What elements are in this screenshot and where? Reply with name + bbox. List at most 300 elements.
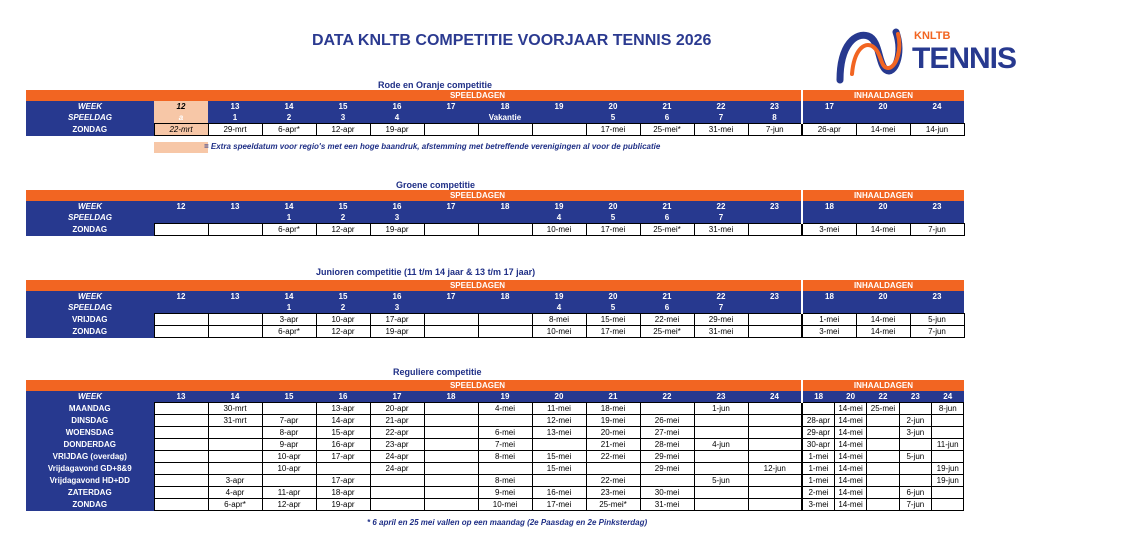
inhaal-date-cell: 14-mei <box>834 475 866 487</box>
speeldag-inhaal-cell <box>802 212 856 224</box>
week-cell: 15 <box>316 291 370 302</box>
table-row <box>26 124 964 136</box>
week-cell: 17 <box>424 201 478 212</box>
date-cell <box>208 439 262 451</box>
date-cell: 3-apr <box>208 475 262 487</box>
date-cell: 11-mei <box>532 403 586 415</box>
speeldag-cell <box>208 212 262 224</box>
inhaal-date-cell: 14-mei <box>856 326 910 338</box>
date-cell: 26-mei <box>640 415 694 427</box>
day-label: ZATERDAG <box>26 487 154 499</box>
logo-small-text: KNLTB <box>914 30 951 42</box>
table-row <box>26 475 964 487</box>
date-cell: 21-apr <box>370 415 424 427</box>
inhaal-date-cell: 1-mei <box>802 463 834 475</box>
date-cell <box>748 326 802 338</box>
date-cell: 10-mei <box>532 224 586 236</box>
inhaal-week-cell: 20 <box>856 101 910 112</box>
date-cell <box>424 314 478 326</box>
header-blank <box>26 190 154 201</box>
inhaal-date-cell <box>867 487 899 499</box>
date-cell: 15-apr <box>316 427 370 439</box>
date-cell: 12-apr <box>316 224 370 236</box>
date-cell: 13-apr <box>316 403 370 415</box>
schedule-table-reguliere <box>26 380 964 511</box>
date-cell: 12-apr <box>262 499 316 511</box>
week-cell: 16 <box>370 201 424 212</box>
date-cell <box>154 224 208 236</box>
speeldag-cell: 4 <box>370 112 424 124</box>
date-cell <box>748 475 802 487</box>
speeldag-inhaal-cell <box>802 112 856 124</box>
day-label: ZONDAG <box>26 124 154 136</box>
week-cell: 19 <box>532 101 586 112</box>
date-cell: 9-mei <box>478 487 532 499</box>
date-cell <box>154 463 208 475</box>
week-cell: 17 <box>424 101 478 112</box>
speeldag-label: SPEELDAG <box>26 302 154 314</box>
extra-date-note: = Extra speeldatum voor regio's met een hoge baandruk, afstemming met betreffende verenigingen al voor de publicatie <box>204 142 661 151</box>
date-cell: 17-apr <box>370 314 424 326</box>
knltb-tennis-logo <box>834 24 1024 84</box>
date-cell <box>748 403 802 415</box>
inhaaldagen-header: INHAALDAGEN <box>802 190 964 201</box>
date-cell: 15-mei <box>586 314 640 326</box>
speeldagen-header: SPEELDAGEN <box>154 280 802 291</box>
date-cell <box>532 439 586 451</box>
date-cell <box>154 314 208 326</box>
section-title-reguliere: Reguliere competitie <box>393 367 482 377</box>
date-cell: 22-mei <box>640 314 694 326</box>
inhaal-date-cell: 14-mei <box>834 499 866 511</box>
section-title-junioren: Junioren competitie (11 t/m 14 jaar & 13 t/m 17 jaar) <box>316 267 536 277</box>
inhaal-date-cell: 14-mei <box>834 463 866 475</box>
speeldag-inhaal-cell <box>856 302 910 314</box>
speeldag-inhaal-cell <box>802 302 856 314</box>
inhaaldagen-header: INHAALDAGEN <box>802 380 964 391</box>
speeldag-cell: 2 <box>316 302 370 314</box>
date-cell <box>694 487 748 499</box>
date-cell <box>424 124 478 136</box>
date-cell <box>748 224 802 236</box>
speeldag-cell: 2 <box>262 112 316 124</box>
date-cell: 4-jun <box>694 439 748 451</box>
date-cell <box>694 499 748 511</box>
table-row <box>26 463 964 475</box>
inhaal-date-cell <box>932 487 964 499</box>
section-title-rode-oranje: Rode en Oranje competitie <box>378 80 493 90</box>
day-label: VRIJDAG (overdag) <box>26 451 154 463</box>
inhaal-date-cell: 30-apr <box>802 439 834 451</box>
date-cell: 5-jun <box>694 475 748 487</box>
week-cell: 23 <box>694 391 748 403</box>
week-label: WEEK <box>26 391 154 403</box>
extra-date-swatch <box>154 142 208 153</box>
inhaal-week-cell: 20 <box>856 291 910 302</box>
date-cell <box>154 403 208 415</box>
date-cell: 17-mei <box>586 124 640 136</box>
inhaal-week-cell: 23 <box>899 391 931 403</box>
week-cell: 22 <box>694 201 748 212</box>
date-cell <box>370 475 424 487</box>
inhaal-date-cell: 5-jun <box>899 451 931 463</box>
inhaal-week-cell: 24 <box>932 391 964 403</box>
schedule-table-groene <box>26 190 965 236</box>
date-cell: 25-mei* <box>640 224 694 236</box>
date-cell: 17-mei <box>532 499 586 511</box>
day-label: DONDERDAG <box>26 439 154 451</box>
date-cell: 24-apr <box>370 463 424 475</box>
date-cell: 6-apr* <box>262 124 316 136</box>
date-cell <box>208 314 262 326</box>
week-cell: 22 <box>640 391 694 403</box>
date-cell: 12-mei <box>532 415 586 427</box>
date-cell: 20-apr <box>370 403 424 415</box>
speeldag-cell <box>532 112 586 124</box>
date-cell <box>640 475 694 487</box>
date-cell <box>262 475 316 487</box>
inhaal-date-cell: 14-mei <box>834 487 866 499</box>
date-cell: 27-mei <box>640 427 694 439</box>
date-cell <box>424 487 478 499</box>
date-cell <box>748 439 802 451</box>
date-cell: 31-mei <box>694 224 748 236</box>
date-cell <box>694 415 748 427</box>
week-cell: 15 <box>316 201 370 212</box>
week-cell: 23 <box>748 101 802 112</box>
inhaaldagen-header: INHAALDAGEN <box>802 280 964 291</box>
inhaal-date-cell: 6-jun <box>899 487 931 499</box>
day-label: DINSDAG <box>26 415 154 427</box>
inhaal-date-cell: 14-mei <box>834 451 866 463</box>
week-cell: 12 <box>154 291 208 302</box>
date-cell: 30-mrt <box>208 403 262 415</box>
week-cell: 17 <box>424 291 478 302</box>
date-cell <box>316 463 370 475</box>
date-cell <box>694 451 748 463</box>
speeldag-cell: 5 <box>586 212 640 224</box>
date-cell: 3-apr <box>262 314 316 326</box>
inhaal-date-cell: 1-mei <box>802 475 834 487</box>
inhaal-date-cell: 3-mei <box>802 224 856 236</box>
date-cell: 19-mei <box>586 415 640 427</box>
inhaal-date-cell <box>899 463 931 475</box>
day-label: ZONDAG <box>26 326 154 338</box>
date-cell <box>424 499 478 511</box>
date-cell: 10-apr <box>262 463 316 475</box>
inhaal-date-cell <box>867 415 899 427</box>
inhaal-date-cell: 14-mei <box>856 124 910 136</box>
inhaal-date-cell: 2-jun <box>899 415 931 427</box>
week-cell: 16 <box>370 291 424 302</box>
date-cell: 31-mei <box>694 124 748 136</box>
date-cell <box>424 439 478 451</box>
inhaal-date-cell: 1-mei <box>802 451 834 463</box>
date-cell: 22-mei <box>586 475 640 487</box>
table-row <box>26 224 964 236</box>
date-cell <box>208 224 262 236</box>
schedule-table-rode-oranje <box>26 90 965 136</box>
inhaal-date-cell: 29-apr <box>802 427 834 439</box>
date-cell: 7-jun <box>748 124 802 136</box>
week-cell: 16 <box>370 101 424 112</box>
speeldagen-header: SPEELDAGEN <box>154 190 802 201</box>
day-label: WOENSDAG <box>26 427 154 439</box>
date-cell <box>370 487 424 499</box>
date-cell <box>478 415 532 427</box>
inhaal-week-cell: 18 <box>802 391 834 403</box>
speeldag-cell <box>208 302 262 314</box>
inhaal-date-cell: 8-jun <box>932 403 964 415</box>
date-cell: 16-mei <box>532 487 586 499</box>
inhaal-date-cell <box>899 439 931 451</box>
speeldag-cell: 3 <box>316 112 370 124</box>
speeldag-cell: 8 <box>748 112 802 124</box>
speeldag-cell: 6 <box>640 212 694 224</box>
date-cell: 17-apr <box>316 451 370 463</box>
speeldag-inhaal-cell <box>910 112 964 124</box>
date-cell <box>640 403 694 415</box>
date-cell <box>262 403 316 415</box>
date-cell: 29-mei <box>694 314 748 326</box>
date-cell <box>748 451 802 463</box>
speeldag-label: SPEELDAG <box>26 212 154 224</box>
date-cell: 23-mei <box>586 487 640 499</box>
date-cell <box>424 415 478 427</box>
week-cell: 18 <box>478 101 532 112</box>
date-cell: 20-mei <box>586 427 640 439</box>
date-cell <box>694 427 748 439</box>
inhaal-week-cell: 17 <box>802 101 856 112</box>
date-cell: 31-mei <box>640 499 694 511</box>
date-cell: 23-apr <box>370 439 424 451</box>
date-cell: 7-mei <box>478 439 532 451</box>
table-row <box>26 326 964 338</box>
inhaal-date-cell: 14-mei <box>834 403 866 415</box>
speeldag-cell <box>154 302 208 314</box>
page-title: DATA KNLTB COMPETITIE VOORJAAR TENNIS 2026 <box>312 32 712 49</box>
schedule-table-junioren <box>26 280 965 338</box>
day-label: ZONDAG <box>26 499 154 511</box>
inhaal-date-cell <box>867 451 899 463</box>
date-cell: 15-mei <box>532 463 586 475</box>
week-cell: 12 <box>154 101 208 112</box>
speeldagen-header: SPEELDAGEN <box>154 90 802 101</box>
week-cell: 19 <box>532 201 586 212</box>
date-cell: 6-apr* <box>262 224 316 236</box>
header-blank <box>26 90 154 101</box>
week-cell: 13 <box>208 201 262 212</box>
speeldag-cell <box>424 112 478 124</box>
date-cell: 17-mei <box>586 224 640 236</box>
week-cell: 18 <box>478 201 532 212</box>
day-label: Vrijdagavond HD+DD <box>26 475 154 487</box>
inhaal-date-cell <box>867 499 899 511</box>
table-row <box>26 415 964 427</box>
inhaal-date-cell: 7-jun <box>899 499 931 511</box>
date-cell: 19-apr <box>316 499 370 511</box>
date-cell <box>424 326 478 338</box>
date-cell <box>424 463 478 475</box>
speeldag-cell <box>748 212 802 224</box>
speeldag-cell <box>154 212 208 224</box>
footnote: * 6 april en 25 mei vallen op een maandag (2e Paasdag en 2e Pinksterdag) <box>367 518 648 527</box>
date-cell: 19-apr <box>370 224 424 236</box>
date-cell: 4-mei <box>478 403 532 415</box>
week-cell: 14 <box>262 291 316 302</box>
date-cell <box>154 415 208 427</box>
speeldag-cell: a <box>154 112 208 124</box>
week-cell: 20 <box>532 391 586 403</box>
speeldag-inhaal-cell <box>910 302 964 314</box>
date-cell: 31-mei <box>694 326 748 338</box>
inhaal-date-cell: 28-apr <box>802 415 834 427</box>
date-cell: 14-apr <box>316 415 370 427</box>
date-cell <box>424 403 478 415</box>
week-cell: 20 <box>586 201 640 212</box>
date-cell <box>370 499 424 511</box>
date-cell: 29-mei <box>640 451 694 463</box>
speeldag-cell <box>424 302 478 314</box>
inhaal-date-cell: 3-mei <box>802 326 856 338</box>
week-cell: 18 <box>424 391 478 403</box>
date-cell <box>748 499 802 511</box>
inhaal-week-cell: 18 <box>802 291 856 302</box>
date-cell: 7-apr <box>262 415 316 427</box>
inhaal-date-cell: 14-jun <box>910 124 964 136</box>
week-cell: 19 <box>478 391 532 403</box>
speeldag-cell <box>748 302 802 314</box>
week-cell: 21 <box>640 201 694 212</box>
speeldag-cell: 1 <box>208 112 262 124</box>
inhaal-date-cell: 14-mei <box>856 314 910 326</box>
inhaaldagen-header: INHAALDAGEN <box>802 90 964 101</box>
date-cell: 25-mei* <box>586 499 640 511</box>
date-cell: 21-mei <box>586 439 640 451</box>
week-cell: 22 <box>694 291 748 302</box>
speeldagen-header: SPEELDAGEN <box>154 380 802 391</box>
week-cell: 17 <box>370 391 424 403</box>
speeldag-cell: 7 <box>694 212 748 224</box>
date-cell <box>478 314 532 326</box>
week-label: WEEK <box>26 101 154 112</box>
date-cell: 12-apr <box>316 124 370 136</box>
inhaal-date-cell: 5-jun <box>910 314 964 326</box>
week-cell: 12 <box>154 201 208 212</box>
inhaal-date-cell: 7-jun <box>910 326 964 338</box>
week-cell: 19 <box>532 291 586 302</box>
inhaal-week-cell: 24 <box>910 101 964 112</box>
speeldag-cell: 4 <box>532 302 586 314</box>
day-label: ZONDAG <box>26 224 154 236</box>
speeldag-cell: Vakantie <box>478 112 532 124</box>
week-cell: 20 <box>586 101 640 112</box>
date-cell: 1-jun <box>694 403 748 415</box>
inhaal-date-cell <box>899 403 931 415</box>
date-cell <box>532 124 586 136</box>
logo-big-text: TENNIS <box>912 42 1017 75</box>
inhaal-date-cell: 14-mei <box>834 439 866 451</box>
inhaal-date-cell: 2-mei <box>802 487 834 499</box>
week-cell: 22 <box>694 101 748 112</box>
inhaal-date-cell: 14-mei <box>834 427 866 439</box>
speeldag-cell: 3 <box>370 302 424 314</box>
date-cell <box>586 463 640 475</box>
inhaal-date-cell <box>867 463 899 475</box>
week-cell: 24 <box>748 391 802 403</box>
date-cell: 12-apr <box>316 326 370 338</box>
date-cell <box>154 439 208 451</box>
week-cell: 21 <box>640 291 694 302</box>
date-cell: 4-apr <box>208 487 262 499</box>
date-cell: 31-mrt <box>208 415 262 427</box>
day-label: MAANDAG <box>26 403 154 415</box>
inhaal-date-cell: 25-mei <box>867 403 899 415</box>
inhaal-date-cell: 19-jun <box>932 463 964 475</box>
date-cell: 12-jun <box>748 463 802 475</box>
week-cell: 13 <box>208 291 262 302</box>
inhaal-date-cell <box>932 415 964 427</box>
week-cell: 15 <box>262 391 316 403</box>
inhaal-date-cell: 1-mei <box>802 314 856 326</box>
date-cell <box>154 487 208 499</box>
speeldag-cell: 5 <box>586 302 640 314</box>
date-cell: 8-mei <box>478 475 532 487</box>
date-cell <box>424 475 478 487</box>
inhaal-week-cell: 18 <box>802 201 856 212</box>
inhaal-date-cell: 11-jun <box>932 439 964 451</box>
speeldag-cell: 6 <box>640 112 694 124</box>
date-cell: 6-mei <box>478 427 532 439</box>
date-cell <box>154 451 208 463</box>
inhaal-date-cell: 19-jun <box>932 475 964 487</box>
date-cell: 28-mei <box>640 439 694 451</box>
date-cell <box>748 314 802 326</box>
section-title-groene: Groene competitie <box>396 180 476 190</box>
speeldag-label: SPEELDAG <box>26 112 154 124</box>
inhaal-date-cell <box>802 403 834 415</box>
date-cell <box>154 499 208 511</box>
date-cell: 25-mei* <box>640 124 694 136</box>
week-label: WEEK <box>26 291 154 302</box>
week-cell: 20 <box>586 291 640 302</box>
header-blank <box>26 380 154 391</box>
speeldag-cell: 1 <box>262 302 316 314</box>
inhaal-date-cell: 7-jun <box>910 224 964 236</box>
date-cell: 18-mei <box>586 403 640 415</box>
date-cell: 10-apr <box>262 451 316 463</box>
date-cell <box>424 427 478 439</box>
date-cell: 13-mei <box>532 427 586 439</box>
date-cell: 19-apr <box>370 124 424 136</box>
date-cell: 22-mrt <box>154 124 208 136</box>
date-cell: 29-mei <box>640 463 694 475</box>
week-cell: 23 <box>748 201 802 212</box>
date-cell <box>154 475 208 487</box>
date-cell: 11-apr <box>262 487 316 499</box>
speeldag-inhaal-cell <box>856 112 910 124</box>
date-cell: 8-mei <box>532 314 586 326</box>
date-cell: 19-apr <box>370 326 424 338</box>
date-cell <box>748 415 802 427</box>
day-label: VRIJDAG <box>26 314 154 326</box>
header-blank <box>26 280 154 291</box>
speeldag-cell: 6 <box>640 302 694 314</box>
date-cell <box>748 487 802 499</box>
inhaal-date-cell: 14-mei <box>856 224 910 236</box>
date-cell: 22-apr <box>370 427 424 439</box>
table-row <box>26 427 964 439</box>
